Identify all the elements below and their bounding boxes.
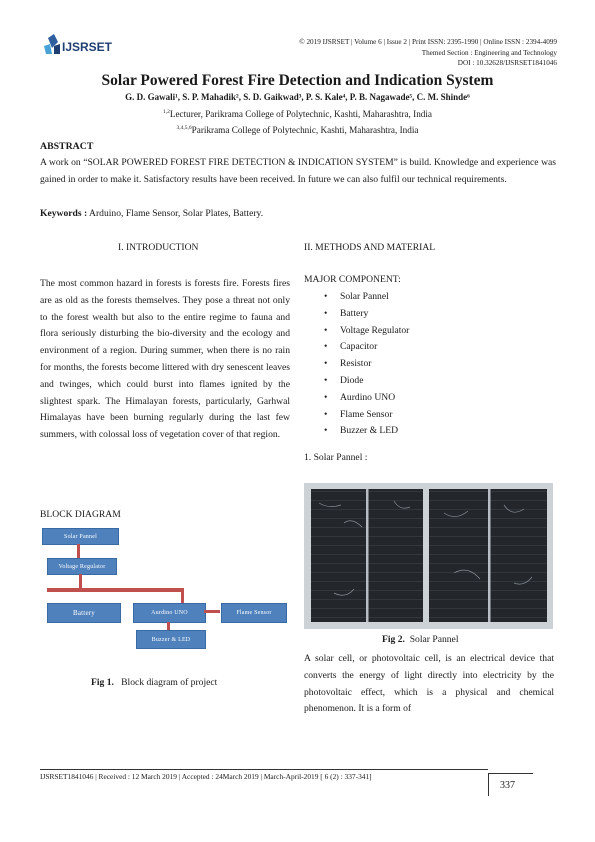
keywords-label: Keywords :: [40, 208, 88, 219]
header-line3: DOI : 10.32628/IJSRSET1841046: [457, 59, 557, 68]
section-2-heading: II. METHODS AND MATERIAL: [304, 242, 436, 253]
abstract-body: A work on “SOLAR POWERED FOREST FIRE DETECTION & INDICATION SYSTEM” is build. Knowledge and experience was gained in order to make it. Satisfactory results have been received. In future we can also fulfil our technical requirements.: [40, 157, 556, 185]
keywords-text: Arduino, Flame Sensor, Solar Plates, Battery.: [89, 208, 264, 219]
introduction-body: The most common hazard in forests is forests fire. Forests fires are as old as the forests themselves. They pose a threat not only to the forest wealth but also to the entire regime to fauna and flora seriously disturbing the bio-diversity and the ecology and environment of a region. During summer, when there is no rain for months, the forests become littered with dry senescent leaves and twinges, which could burst into flames ignited by the slightest spark. The Himalayan forests, particularly, Garhwal Himalayas have been burning regularly during the last few summers, with colossal loss of vegetation cover of that region.: [40, 278, 290, 441]
figure-2-text: Solar Pannel: [409, 634, 459, 645]
section-1-heading: I. INTRODUCTION: [118, 242, 199, 253]
connector-1: [77, 544, 80, 558]
block-aurdino-uno: Aurdino UNO: [133, 603, 206, 623]
paper-title: Solar Powered Forest Fire Detection and Indication System: [101, 72, 494, 89]
component-list: [304, 289, 409, 440]
figure-2-caption: [382, 634, 458, 645]
logo-text: IJSRSET: [62, 40, 113, 54]
list-item: • Buzzer & LED: [304, 423, 409, 440]
header-line2: Themed Section : Engineering and Technology: [421, 48, 557, 57]
affiliation-1-text: Lecturer, Parikrama College of Polytechnic, Kashti, Maharashtra, India: [169, 109, 433, 120]
list-item: • Resistor: [304, 356, 409, 373]
major-component-heading: MAJOR COMPONENT:: [304, 274, 401, 285]
keywords: [40, 208, 263, 219]
block-flame-sensor: Flame Sensor: [221, 603, 287, 623]
affiliation-2: [0, 125, 595, 135]
list-item: • Flame Sensor: [304, 407, 409, 424]
block-solar-pannel: Solar Pannel: [42, 528, 119, 545]
connector-4: [204, 610, 220, 613]
list-item: • Capacitor: [304, 339, 409, 356]
figure-1-label: Fig 1.: [91, 677, 114, 688]
block-voltage-regulator: Voltage Regulator: [47, 558, 117, 575]
footer-rule: [40, 769, 488, 770]
list-item: • Battery: [304, 306, 409, 323]
affiliation-1-sup: 1,2: [162, 109, 170, 115]
block-battery: Battery: [47, 603, 121, 623]
solar-pannel-subheading: 1. Solar Pannel :: [304, 452, 368, 463]
solar-cell-body: A solar cell, or photovoltaic cell, is an electrical device that converts the energy of light directly into electricity by the photovoltaic effect, which is a physical and chemical phenomenon. It is a form of: [304, 653, 554, 715]
header-line1: © 2019 IJSRSET | Volume 6 | Issue 2 | Print ISSN: 2395-1990 | Online ISSN : 2394-4099: [299, 38, 557, 46]
authors: G. D. Gawali¹, S. P. Mahadik², S. D. Gaikwad³, P. S. Kale⁴, P. B. Nagawade⁵, C. M. Shinde⁶: [125, 92, 470, 102]
list-item: • Diode: [304, 373, 409, 390]
list-item: • Solar Pannel: [304, 289, 409, 306]
block-diagram: [40, 525, 290, 655]
journal-logo: [40, 30, 120, 60]
connector-3: [181, 588, 184, 603]
affiliation-2-sup: 3,4,5,6: [176, 125, 192, 131]
connector-5: [167, 622, 170, 630]
block-buzzer-led: Buzzer & LED: [136, 630, 206, 649]
figure-1-text: Block diagram of project: [121, 677, 218, 688]
affiliation-2-text: Parikrama College of Polytechnic, Kashti, Maharashtra, India: [191, 125, 419, 136]
connector-bus: [47, 588, 184, 592]
header-meta: [299, 37, 557, 69]
footer-text: IJSRSET1841046 | Received : 12 March 2019 | Accepted : 24March 2019 | March-April-2019 [ 6 (2) : 337-341]: [40, 772, 372, 781]
figure-1-caption: [91, 677, 217, 688]
solar-panel-photo: [304, 483, 553, 629]
list-item: • Aurdino UNO: [304, 390, 409, 407]
figure-2-label: Fig 2.: [382, 634, 405, 645]
abstract-heading: ABSTRACT: [40, 141, 94, 152]
affiliation-1: [0, 109, 595, 119]
block-diagram-heading: BLOCK DIAGRAM: [40, 509, 121, 520]
page-number: 337: [500, 780, 515, 791]
list-item: • Voltage Regulator: [304, 323, 409, 340]
